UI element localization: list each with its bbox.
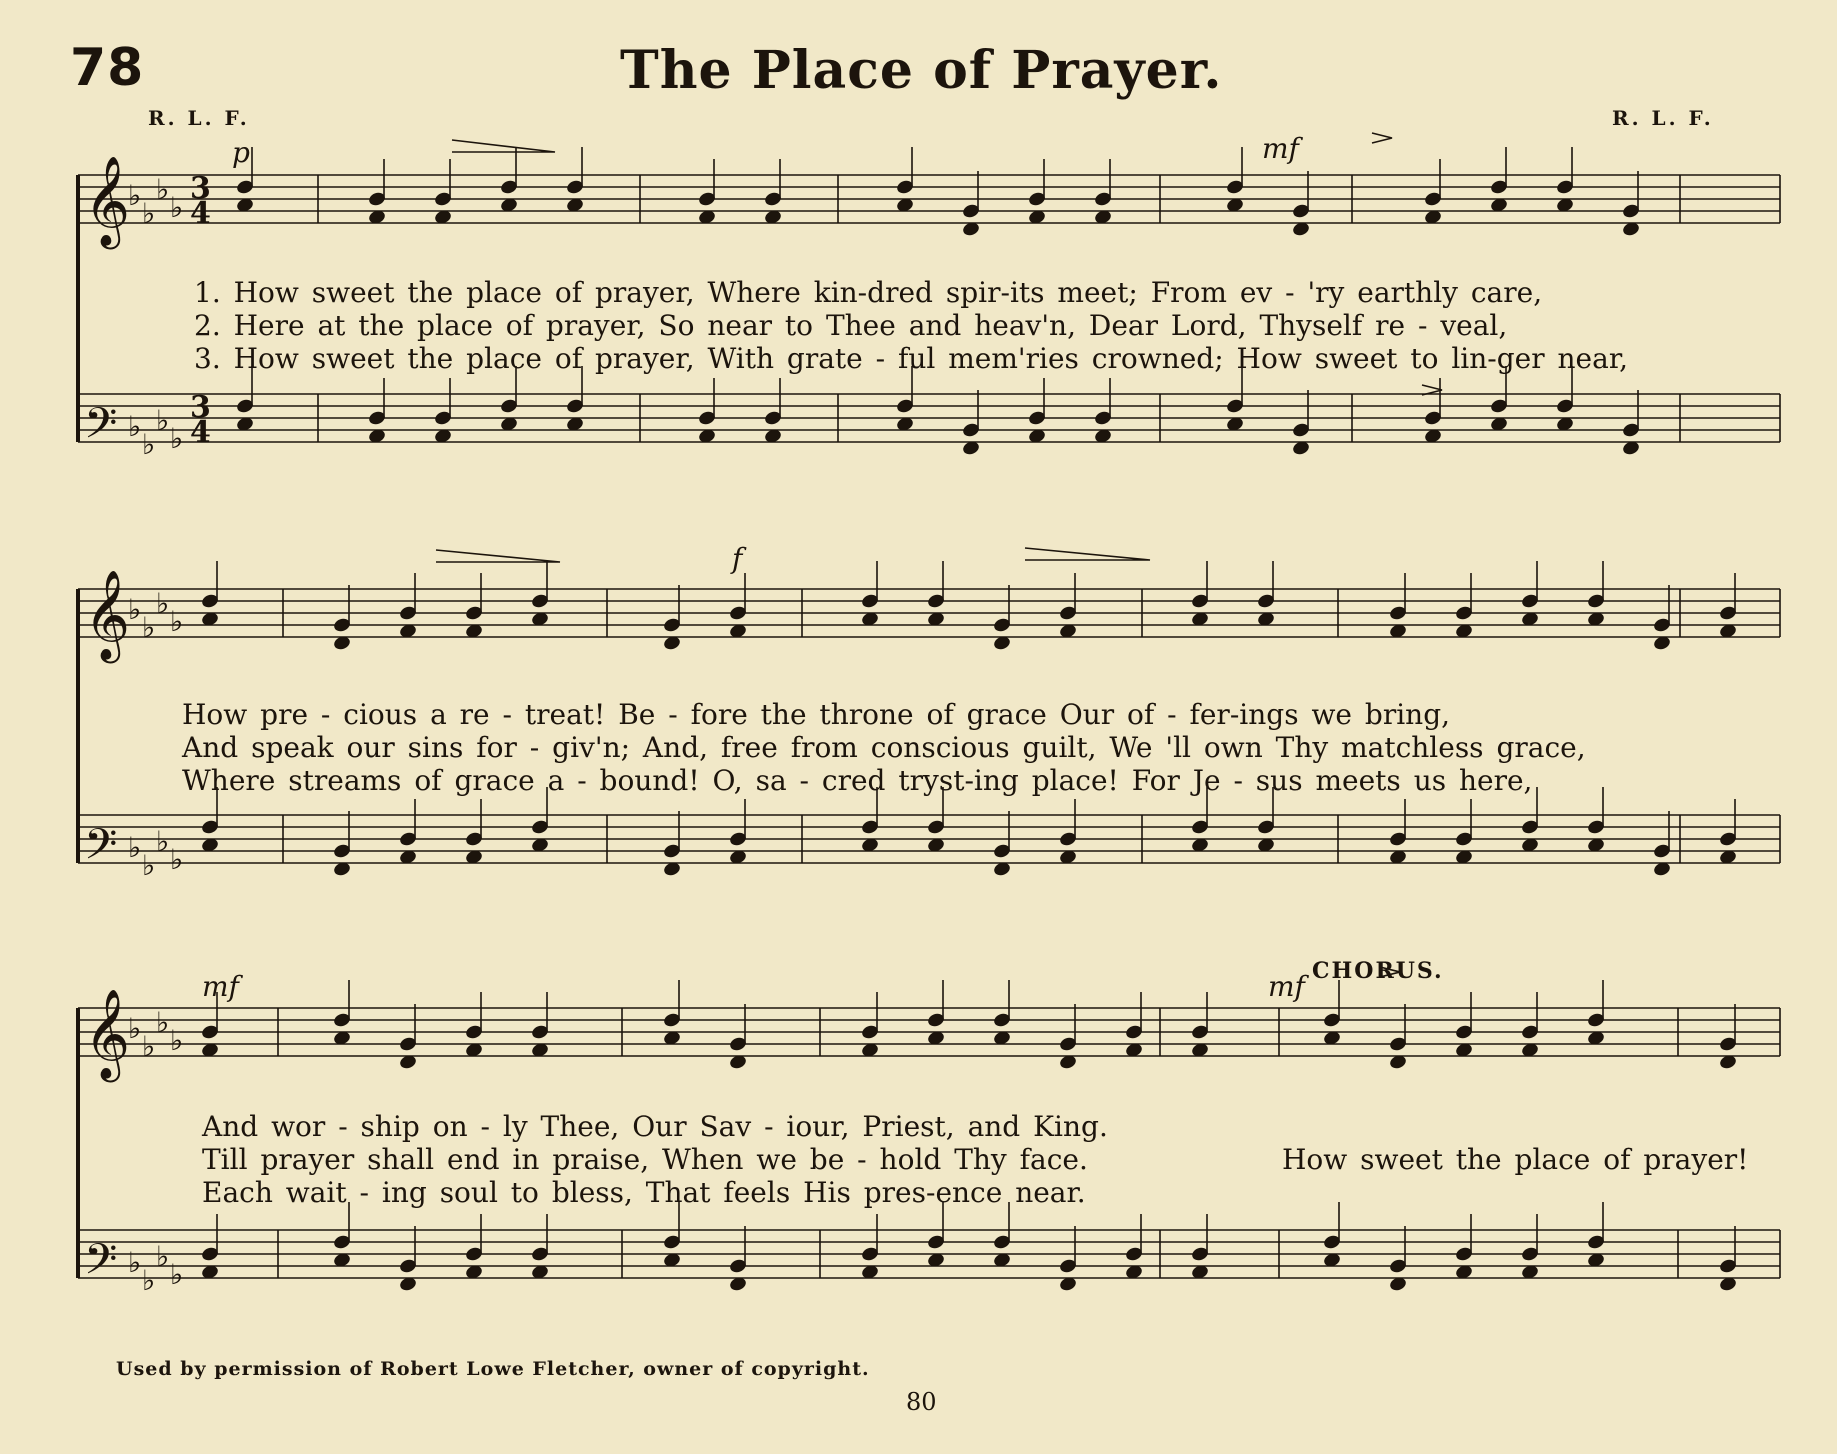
treble-clef-icon: 𝄞 <box>84 570 131 660</box>
flat-icon: ♭ <box>170 191 184 224</box>
flat-icon: ♭ <box>128 1012 142 1045</box>
hairpin-icon <box>452 140 555 152</box>
flat-icon: ♭ <box>142 1264 156 1297</box>
treble-clef-icon: 𝄞 <box>84 156 131 246</box>
flat-icon: ♭ <box>156 1006 170 1039</box>
flat-icon: ♭ <box>170 843 184 876</box>
bass-clef-icon: 𝄢 <box>84 1235 118 1295</box>
lyric-verse-2-line-1: 2. Here at the place of prayer, So near to Thee and heav'n, Dear Lord, Thyself re - veal, <box>194 309 1508 342</box>
flat-icon: ♭ <box>170 1258 184 1291</box>
dynamic-mezzo-forte: mf <box>1262 132 1299 165</box>
flat-icon: ♭ <box>156 825 170 858</box>
lyric-verse-2-line-2: And speak our sins for - giv'n; And, free from conscious guilt, We 'll own Thy matchless grace, <box>182 731 1586 764</box>
bass-clef-icon: 𝄢 <box>84 820 118 880</box>
flat-icon: ♭ <box>170 605 184 638</box>
lyric-verse-2-line-3: Till prayer shall end in praise, When we be - hold Thy face. <box>202 1143 1088 1176</box>
lyric-chorus: How sweet the place of prayer! <box>1282 1143 1749 1176</box>
time-signature-top: 3 <box>190 171 211 206</box>
flat-icon: ♭ <box>128 831 142 864</box>
flat-icon: ♭ <box>156 173 170 206</box>
flat-icon: ♭ <box>128 593 142 626</box>
bass-clef-icon: 𝄢 <box>84 399 118 459</box>
chorus-label: CHORUS. <box>1312 958 1444 984</box>
time-signature-bottom: 4 <box>190 415 211 450</box>
lyric-verse-3-line-1: 3. How sweet the place of prayer, With grate - ful mem'ries crowned; How sweet to lin-ger near, <box>194 342 1629 375</box>
flat-icon: ♭ <box>128 1246 142 1279</box>
flat-icon: ♭ <box>142 428 156 461</box>
music-credit: R. L. F. <box>1612 106 1714 130</box>
dynamic-mezzo-forte-3: mf <box>1268 970 1305 1003</box>
flat-icon: ♭ <box>170 1024 184 1057</box>
hairpin-icon <box>436 550 560 562</box>
flat-icon: ♭ <box>156 587 170 620</box>
time-signature-bottom: 4 <box>190 196 211 231</box>
hymn-title: The Place of Prayer. <box>620 40 1223 101</box>
lyric-verse-3-line-2: Where streams of grace a - bound! O, sa - cred tryst-ing place! For Je - sus meets us here, <box>182 764 1533 797</box>
flat-icon: ♭ <box>142 197 156 230</box>
hymn-number: 78 <box>70 38 145 98</box>
flat-icon: ♭ <box>156 1240 170 1273</box>
dynamic-piano: p <box>232 136 250 169</box>
page-number: 80 <box>906 1388 937 1416</box>
accent-icon <box>1372 133 1392 143</box>
flat-icon: ♭ <box>128 410 142 443</box>
flat-icon: ♭ <box>142 1030 156 1063</box>
dynamic-forte: f <box>732 542 743 575</box>
flat-icon: ♭ <box>142 849 156 882</box>
flat-icon: ♭ <box>170 422 184 455</box>
dynamic-mezzo-forte-2: mf <box>202 970 239 1003</box>
words-credit: R. L. F. <box>148 106 250 130</box>
treble-clef-icon: 𝄞 <box>84 989 131 1079</box>
flat-icon: ♭ <box>128 179 142 212</box>
copyright-permission: Used by permission of Robert Lowe Fletcher, owner of copyright. <box>116 1358 870 1380</box>
hairpin-icon <box>1025 548 1150 560</box>
time-signature-top: 3 <box>190 390 211 425</box>
flat-icon: ♭ <box>142 611 156 644</box>
lyric-verse-1-line-3: And wor - ship on - ly Thee, Our Sav - iour, Priest, and King. <box>202 1110 1108 1143</box>
flat-icon: ♭ <box>156 404 170 437</box>
lyric-verse-1-line-1: 1. How sweet the place of prayer, Where kin-dred spir-its meet; From ev - 'ry earthly care, <box>194 276 1543 309</box>
lyric-verse-1-line-2: How pre - cious a re - treat! Be - fore the throne of grace Our of - fer-ings we bring, <box>182 698 1451 731</box>
lyric-verse-3-line-3: Each wait - ing soul to bless, That feels His pres-ence near. <box>202 1176 1086 1209</box>
